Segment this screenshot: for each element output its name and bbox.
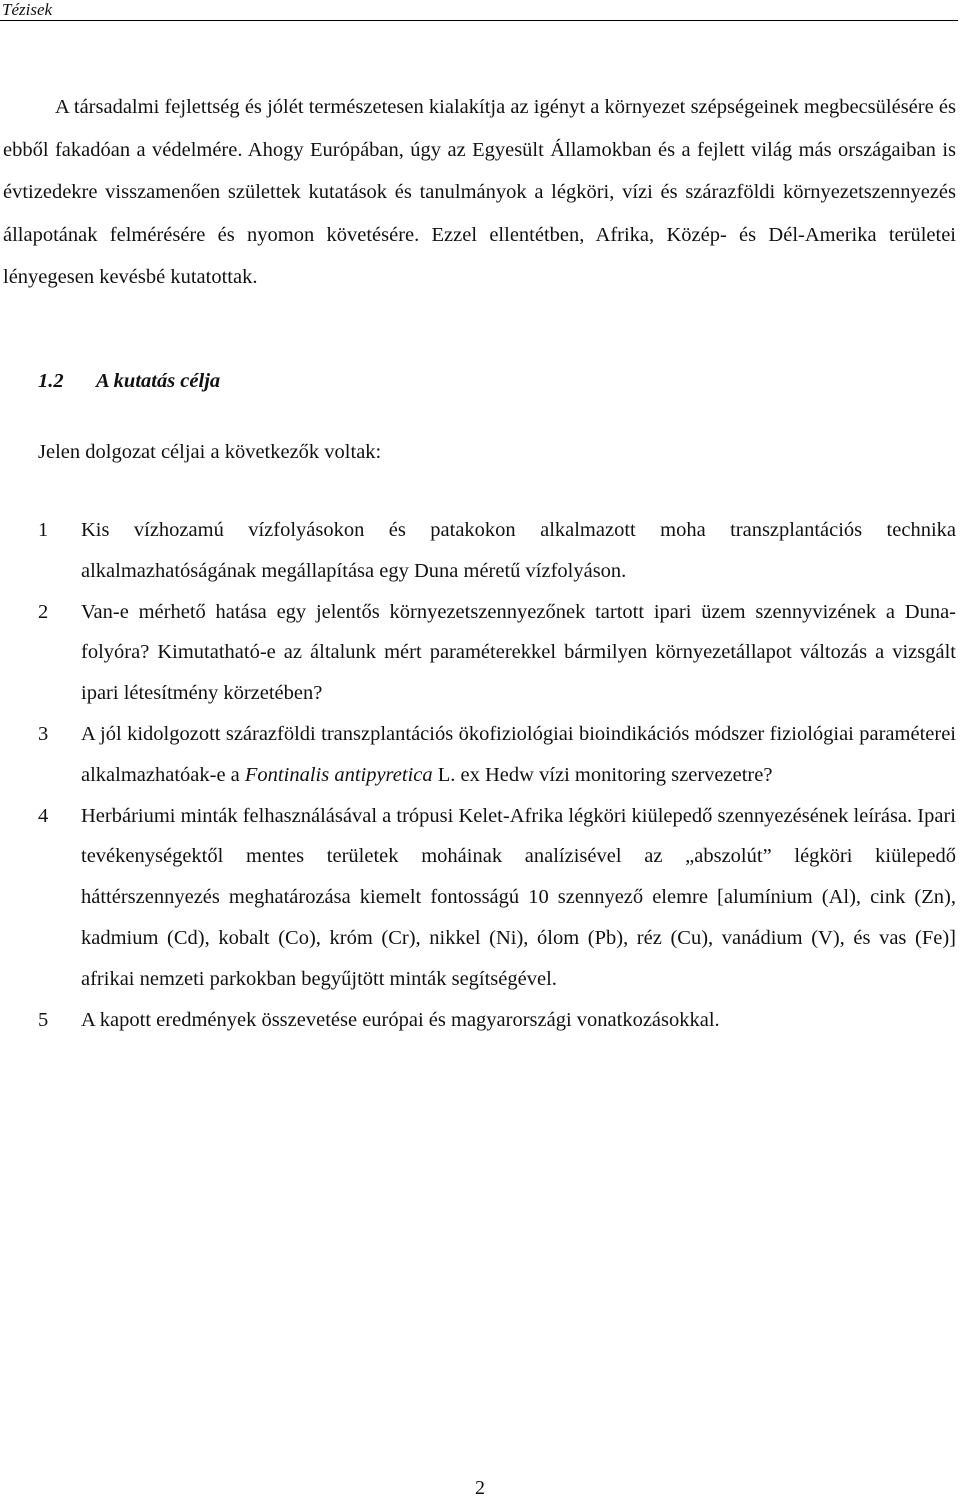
goal-number: 3	[38, 722, 49, 745]
intro-paragraph	[3, 86, 956, 299]
goal-text: Kis vízhozamú vízfolyásokon és patakokon alkalmazott moha transzplantációs technika alkalmazhatóságának megállapítása egy Duna méretű vízfolyáson.	[81, 518, 956, 582]
header-title: Tézisek	[2, 0, 53, 19]
goal-text: A kapott eredmények összevetése európai és magyarországi vonatkozásokkal.	[81, 1008, 720, 1031]
goal-text: Herbáriumi minták felhasználásával a trópusi Kelet-Afrika légköri kiülepedő szennyezésének leírása. Ipari tevékenységektől mentes területek moháinak analízisével az „abszolút” légköri kiülepedő háttérszennyezés meghatározása kiemelt fontosságú 10 szennyező elemre [alumínium (Al), cink (Zn), kadmium (Cd), kobalt (Co), króm (Cr), nikkel (Ni), ólom (Pb), réz (Cu), vanádium (V), és vas (Fe)] afrikai nemzeti parkokban begyűjtött minták segítségével.	[81, 804, 956, 990]
goal-number: 2	[38, 600, 49, 623]
goal-item-3	[3, 714, 956, 796]
section-heading	[38, 361, 956, 401]
goal-number: 4	[38, 804, 49, 827]
goal-text-end: L. ex Hedw vízi monitoring szervezetre?	[432, 763, 773, 786]
page-content	[3, 86, 956, 1040]
goals-intro: Jelen dolgozat céljai a következők voltak:	[38, 440, 382, 463]
goals-list	[3, 510, 956, 1040]
goal-item-4	[3, 796, 956, 1000]
intro-paragraph-text: A társadalmi fejlettség és jólét természetesen kialakítja az igényt a környezet szépségeinek megbecsülésére és ebből fakadóan a védelmére. Ahogy Európában, úgy az Egyesült Államokban és a fejlett világ más országaiban is évtizedekre visszamenően születtek kutatások és tanulmányok a légköri, vízi és szárazföldi környezetszennyezés állapotának felmérésére és nyomon követésére. Ezzel ellentétben, Afrika, Közép- és Dél-Amerika területei lényegesen kevésbé kutatottak.	[3, 96, 956, 289]
goal-number: 1	[38, 518, 49, 541]
goal-number: 5	[38, 1008, 49, 1031]
page-number: 2	[475, 1477, 485, 1499]
section-title: A kutatás célja	[96, 369, 221, 392]
goal-text-start: A jól kidolgozott szárazföldi transzplantációs ökofiziológiai bioindikációs módszer fiziológiai paraméterei alkalmazhatóak-e a	[81, 722, 956, 786]
goal-item-2	[3, 592, 956, 714]
goal-item-5	[3, 1000, 956, 1040]
goal-item-1	[3, 510, 956, 592]
species-name: Fontinalis antipyretica	[244, 763, 433, 786]
section-number: 1.2	[38, 369, 64, 392]
page-header	[0, 0, 958, 21]
goal-text: Van-e mérhető hatása egy jelentős környezetszennyezőnek tartott ipari üzem szennyvizének a Duna-folyóra? Kimutatható-e az általunk mért paraméterekkel bármilyen környezetállapot változás a vizsgált ipari létesítmény körzetében?	[81, 600, 956, 705]
